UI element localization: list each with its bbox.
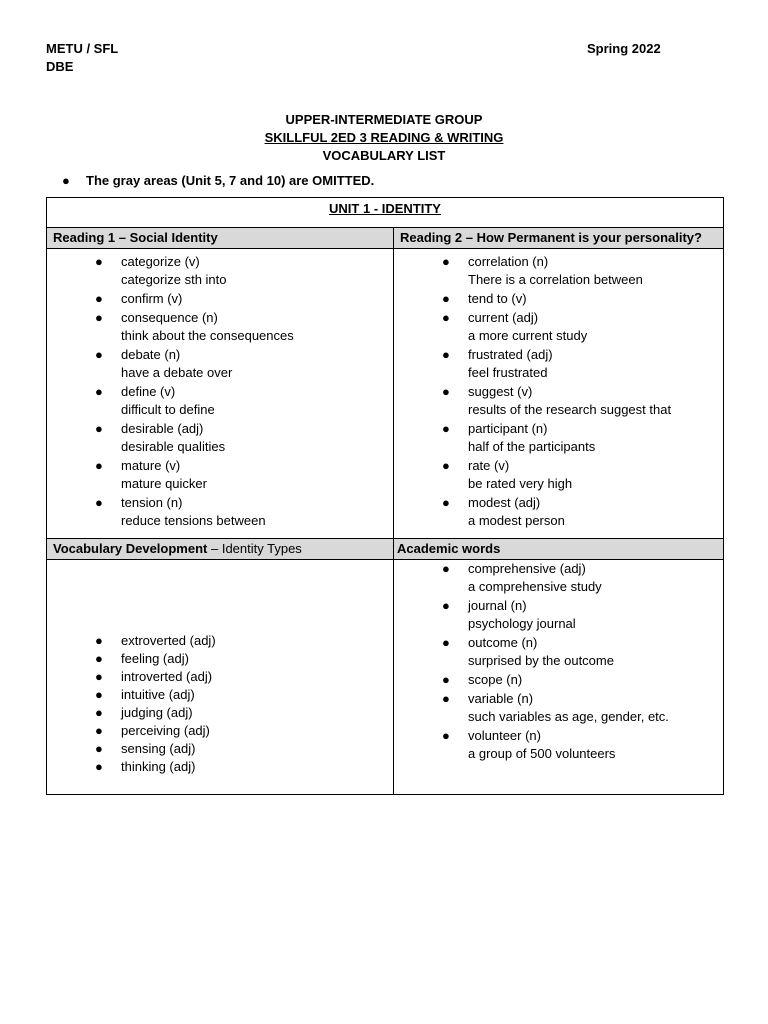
vocab-example: have a debate over <box>121 365 233 380</box>
vocab-item <box>47 740 393 758</box>
vocab-item <box>394 727 723 763</box>
reading2-word-list <box>394 249 723 537</box>
vocab-item <box>394 420 723 456</box>
vocab-item <box>394 690 723 726</box>
omitted-note <box>62 172 374 190</box>
vocab-item <box>47 722 393 740</box>
bullet-icon: ● <box>95 687 103 702</box>
vocab-dev-header <box>47 539 393 557</box>
vocab-item <box>47 253 393 289</box>
vocab-word: judging (adj) <box>121 705 193 720</box>
vocab-item <box>394 494 723 530</box>
vocab-example: a comprehensive study <box>468 579 602 594</box>
vocab-word: tend to (v) <box>468 291 527 306</box>
vocab-item <box>47 668 393 686</box>
vocab-item <box>394 290 723 308</box>
bullet-icon: ● <box>442 458 450 473</box>
vocab-item <box>394 671 723 689</box>
vocab-word: desirable (adj) <box>121 421 204 436</box>
vocab-word: debate (n) <box>121 347 181 362</box>
bullet-icon: ● <box>95 254 103 269</box>
vocab-example: surprised by the outcome <box>468 653 614 668</box>
reading2-header: Reading 2 – How Permanent is your personality? <box>400 230 702 245</box>
bullet-icon: ● <box>442 384 450 399</box>
vocab-word: frustrated (adj) <box>468 347 553 362</box>
vocab-item <box>47 457 393 493</box>
vocab-example: a more current study <box>468 328 588 343</box>
header-term: Spring 2022 <box>587 41 661 56</box>
vocab-word: scope (n) <box>468 672 523 687</box>
vocab-item <box>47 346 393 382</box>
vocab-word: confirm (v) <box>121 291 183 306</box>
bullet-icon: ● <box>442 254 450 269</box>
bullet-icon: ● <box>442 635 450 650</box>
vocab-dev-header-cell <box>47 539 394 560</box>
vocab-item <box>394 634 723 670</box>
header-institution <box>46 40 118 76</box>
vocab-item <box>394 457 723 493</box>
vocab-item <box>394 560 723 596</box>
vocab-item <box>47 704 393 722</box>
vocab-item <box>394 383 723 419</box>
header-line-metu: METU / SFL <box>46 41 119 56</box>
vocab-dev-words-cell <box>47 560 394 795</box>
vocab-item <box>394 253 723 289</box>
vocab-word: mature (v) <box>121 458 181 473</box>
academic-header: Academic words <box>397 541 501 556</box>
bullet-icon: ● <box>442 672 450 687</box>
bullet-icon: ● <box>95 495 103 510</box>
bullet-icon: ● <box>95 310 103 325</box>
vocab-example: think about the consequences <box>121 328 294 343</box>
vocab-word: current (adj) <box>468 310 539 325</box>
vocab-item <box>47 650 393 668</box>
vocab-item <box>47 383 393 419</box>
vocab-example: results of the research suggest that <box>468 402 672 417</box>
bullet-icon: ● <box>95 741 103 756</box>
reading1-header-cell <box>47 228 394 249</box>
vocab-example: mature quicker <box>121 476 207 491</box>
vocab-word: feeling (adj) <box>121 651 189 666</box>
bullet-icon: ● <box>442 310 450 325</box>
header-line-dbe: DBE <box>46 59 74 74</box>
vocab-example: desirable qualities <box>121 439 226 454</box>
vocab-word: suggest (v) <box>468 384 533 399</box>
bullet-icon: ● <box>442 691 450 706</box>
bullet-icon: ● <box>95 347 103 362</box>
vocab-item <box>394 597 723 633</box>
vocab-item <box>47 420 393 456</box>
bullet-icon: ● <box>95 291 103 306</box>
unit-title-cell <box>47 198 724 228</box>
reading1-word-list <box>47 249 393 537</box>
vocab-word: define (v) <box>121 384 176 399</box>
title-book-text: SKILLFUL 2ED 3 READING & WRITING <box>264 130 504 145</box>
vocab-item <box>47 632 393 650</box>
vocab-example: half of the participants <box>468 439 596 454</box>
vocab-item <box>47 686 393 704</box>
vocab-word: thinking (adj) <box>121 759 196 774</box>
bullet-icon: ● <box>442 421 450 436</box>
vocab-word: comprehensive (adj) <box>468 561 586 576</box>
vocab-word: tension (n) <box>121 495 183 510</box>
vocab-example: a modest person <box>468 513 565 528</box>
vocab-word: intuitive (adj) <box>121 687 195 702</box>
vocab-item <box>394 346 723 382</box>
bullet-icon: ● <box>95 633 103 648</box>
vocab-word: extroverted (adj) <box>121 633 216 648</box>
bullet-icon: ● <box>95 759 103 774</box>
bullet-icon: ● <box>95 458 103 473</box>
vocab-item <box>47 290 393 308</box>
vocab-item <box>47 758 393 776</box>
vocab-word: journal (n) <box>468 598 527 613</box>
bullet-icon: ● <box>442 561 450 576</box>
vocab-item <box>47 494 393 530</box>
note-bullet: ● <box>62 173 70 188</box>
title-list: VOCABULARY LIST <box>322 148 446 163</box>
bullet-icon: ● <box>95 705 103 720</box>
vocabulary-table <box>46 197 724 795</box>
vocab-dev-header-rest: – Identity Types <box>207 541 302 556</box>
academic-word-list <box>394 560 723 770</box>
vocab-item <box>47 309 393 345</box>
vocab-word: introverted (adj) <box>121 669 213 684</box>
vocab-example: such variables as age, gender, etc. <box>468 709 669 724</box>
bullet-icon: ● <box>95 384 103 399</box>
unit-title: UNIT 1 - IDENTITY <box>329 201 441 216</box>
bullet-icon: ● <box>95 651 103 666</box>
document-titles <box>0 111 768 165</box>
title-group: UPPER-INTERMEDIATE GROUP <box>285 112 483 127</box>
academic-words-cell <box>394 560 724 795</box>
vocab-word: perceiving (adj) <box>121 723 210 738</box>
vocab-word: sensing (adj) <box>121 741 196 756</box>
vocab-example: feel frustrated <box>468 365 548 380</box>
vocab-word: outcome (n) <box>468 635 538 650</box>
vocab-word: categorize (v) <box>121 254 200 269</box>
reading2-header-cell <box>394 228 724 249</box>
vocab-word: modest (adj) <box>468 495 541 510</box>
title-book <box>0 129 768 147</box>
vocab-example: a group of 500 volunteers <box>468 746 616 761</box>
note-text: The gray areas (Unit 5, 7 and 10) are OMITTED. <box>86 173 375 188</box>
bullet-icon: ● <box>95 669 103 684</box>
vocab-word: variable (n) <box>468 691 534 706</box>
vocab-word: participant (n) <box>468 421 548 436</box>
vocab-example: psychology journal <box>468 616 576 631</box>
vocab-word: rate (v) <box>468 458 510 473</box>
vocab-dev-word-list <box>47 560 393 782</box>
vocab-dev-header-bold: Vocabulary Development <box>53 541 208 556</box>
vocab-word: volunteer (n) <box>468 728 541 743</box>
bullet-icon: ● <box>442 598 450 613</box>
vocab-example: categorize sth into <box>121 272 227 287</box>
bullet-icon: ● <box>442 291 450 306</box>
bullet-icon: ● <box>442 495 450 510</box>
vocab-word: correlation (n) <box>468 254 549 269</box>
vocab-example: difficult to define <box>121 402 215 417</box>
bullet-icon: ● <box>442 728 450 743</box>
bullet-icon: ● <box>95 723 103 738</box>
reading2-words-cell <box>394 249 724 539</box>
vocab-example: reduce tensions between <box>121 513 266 528</box>
vocab-word: consequence (n) <box>121 310 218 325</box>
reading1-words-cell <box>47 249 394 539</box>
bullet-icon: ● <box>442 347 450 362</box>
vocab-example: There is a correlation between <box>468 272 643 287</box>
bullet-icon: ● <box>95 421 103 436</box>
vocab-item <box>394 309 723 345</box>
reading1-header: Reading 1 – Social Identity <box>53 230 218 245</box>
academic-header-cell <box>394 539 724 560</box>
vocab-example: be rated very high <box>468 476 573 491</box>
